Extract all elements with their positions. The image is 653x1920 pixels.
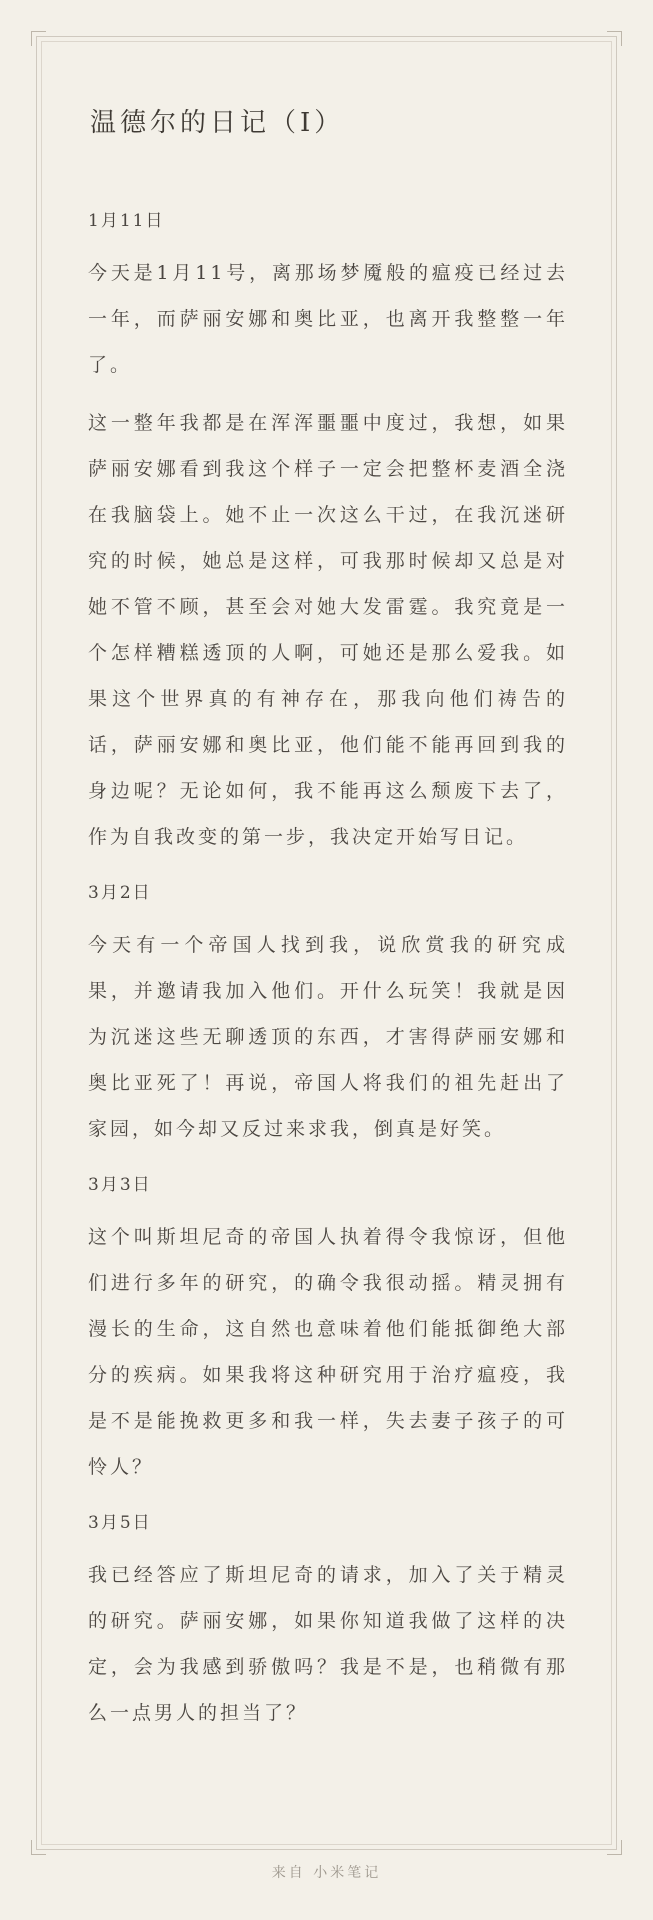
diary-entry xyxy=(88,1162,568,1490)
source-footer: 来自 小米笔记 xyxy=(271,1865,382,1881)
frame-corner-ornament xyxy=(607,31,622,46)
entry-date: 3月5日 xyxy=(88,1513,152,1533)
entry-paragraph: 今天有一个帝国人找到我，说欣赏我的研究成果，并邀请我加入他们。开什么玩笑！我就是因为沉迷这些无聊透顶的东西，才害得萨丽安娜和奥比亚死了！再说，帝国人将我们的祖先赶出了家园，如今却又反过来求我，倒真是好笑。 xyxy=(88,934,568,1140)
diary-entry xyxy=(88,198,568,860)
diary-entry xyxy=(88,1500,568,1736)
frame-corner-ornament xyxy=(31,1840,46,1855)
note-body xyxy=(88,198,568,1736)
entry-paragraph: 这一整年我都是在浑浑噩噩中度过，我想，如果萨丽安娜看到我这个样子一定会把整杯麦酒全浇在我脑袋上。她不止一次这么干过，在我沉迷研究的时候，她总是这样，可我那时候却又总是对她不管不顾，甚至会对她大发雷霆。我究竟是一个怎样糟糕透顶的人啊，可她还是那么爱我。如果这个世界真的有神存在，那我向他们祷告的话，萨丽安娜和奥比亚，他们能不能再回到我的身边呢？无论如何，我不能再这么颓废下去了，作为自我改变的第一步，我决定开始写日记。 xyxy=(88,412,568,848)
entry-date: 1月11日 xyxy=(88,211,165,231)
entry-paragraph: 今天是1月11号，离那场梦魇般的瘟疫已经过去一年，而萨丽安娜和奥比亚，也离开我整整一年了。 xyxy=(88,262,568,376)
diary-entry xyxy=(88,870,568,1152)
entry-date: 3月3日 xyxy=(88,1175,152,1195)
entry-paragraph: 这个叫斯坦尼奇的帝国人执着得令我惊讶，但他们进行多年的研究，的确令我很动摇。精灵拥有漫长的生命，这自然也意味着他们能抵御绝大部分的疾病。如果我将这种研究用于治疗瘟疫，我是不是能挽救更多和我一样，失去妻子孩子的可怜人？ xyxy=(88,1226,568,1478)
frame-corner-ornament xyxy=(31,31,46,46)
entry-date: 3月2日 xyxy=(88,883,152,903)
note-title: 温德尔的日记（I） xyxy=(90,108,345,138)
frame-corner-ornament xyxy=(607,1840,622,1855)
entry-paragraph: 我已经答应了斯坦尼奇的请求，加入了关于精灵的研究。萨丽安娜，如果你知道我做了这样的决定，会为我感到骄傲吗？我是不是，也稍微有那么一点男人的担当了？ xyxy=(88,1564,568,1724)
